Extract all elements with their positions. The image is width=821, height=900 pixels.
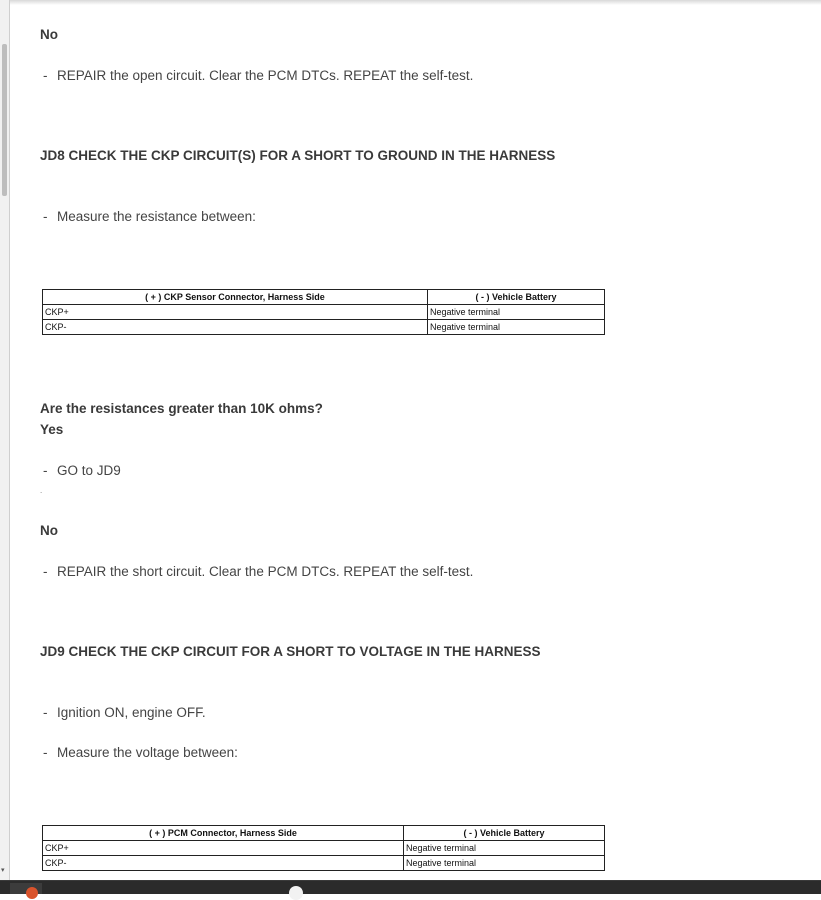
table-row (43, 305, 605, 320)
table-cell: Negative terminal (428, 320, 605, 335)
app-orb-icon[interactable] (26, 887, 38, 899)
goto-item (40, 463, 121, 478)
table-row (43, 856, 605, 871)
repair-open-item (40, 68, 473, 83)
jd8-question: Are the resistances greater than 10K ohms? (40, 401, 323, 416)
table-cell: CKP- (43, 856, 404, 871)
bullet-dash: - (43, 705, 48, 720)
jd9-measure-item (40, 745, 238, 760)
taskbar (0, 880, 821, 894)
table-cell: Negative terminal (428, 305, 605, 320)
ignition-text: Ignition ON, engine OFF. (57, 705, 206, 720)
ignition-item (40, 705, 206, 720)
scrollbar-thumb[interactable] (2, 44, 7, 196)
table-header-cell: ( + ) PCM Connector, Harness Side (43, 826, 404, 841)
start-button[interactable] (10, 883, 42, 894)
stray-dot: . (40, 486, 43, 495)
goto-text: GO to JD9 (57, 463, 121, 478)
jd8-resistance-table (42, 289, 605, 335)
bullet-dash: - (43, 745, 48, 760)
top-shadow (0, 0, 821, 5)
jd9-heading: JD9 CHECK THE CKP CIRCUIT FOR A SHORT TO VOLTAGE IN THE HARNESS (40, 644, 541, 659)
table-header-cell: ( - ) Vehicle Battery (404, 826, 605, 841)
jd9-voltage-table (42, 825, 605, 871)
bullet-dash: - (43, 68, 48, 83)
table-header-row (43, 290, 605, 305)
repair-short-text: REPAIR the short circuit. Clear the PCM DTCs. REPEAT the self-test. (57, 564, 474, 579)
no-label-1: No (40, 27, 58, 42)
table-cell: CKP- (43, 320, 428, 335)
table-cell: CKP+ (43, 841, 404, 856)
table-cell: Negative terminal (404, 841, 605, 856)
table-row (43, 320, 605, 335)
taskbar-indicator-icon (289, 886, 303, 900)
jd8-measure-text: Measure the resistance between: (57, 209, 256, 224)
vertical-scrollbar[interactable] (0, 0, 10, 880)
repair-short-item (40, 564, 473, 579)
jd8-heading: JD8 CHECK THE CKP CIRCUIT(S) FOR A SHORT TO GROUND IN THE HARNESS (40, 148, 556, 163)
bullet-dash: - (43, 463, 48, 478)
jd8-measure-item (40, 209, 256, 224)
repair-open-text: REPAIR the open circuit. Clear the PCM DTCs. REPEAT the self-test. (57, 68, 474, 83)
table-header-row (43, 826, 605, 841)
no-label-2: No (40, 523, 58, 538)
bullet-dash: - (43, 209, 48, 224)
jd9-measure-text: Measure the voltage between: (57, 745, 238, 760)
scroll-down-arrow-icon[interactable]: ▾ (1, 867, 5, 874)
yes-label: Yes (40, 422, 64, 437)
bullet-dash: - (43, 564, 48, 579)
table-header-cell: ( - ) Vehicle Battery (428, 290, 605, 305)
table-cell: CKP+ (43, 305, 428, 320)
table-header-cell: ( + ) CKP Sensor Connector, Harness Side (43, 290, 428, 305)
table-row (43, 841, 605, 856)
table-cell: Negative terminal (404, 856, 605, 871)
